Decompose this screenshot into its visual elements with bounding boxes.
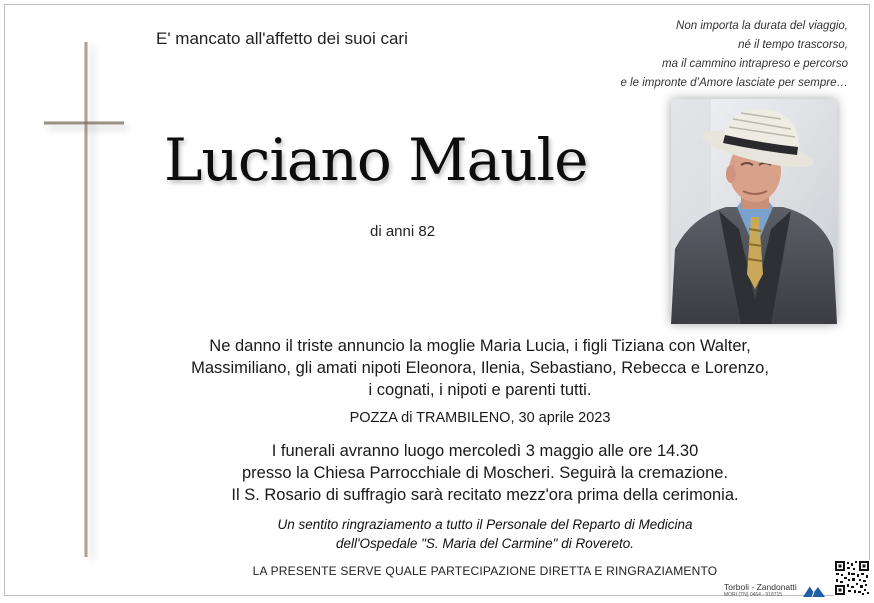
poem-line: ma il cammino intrapreso e percorso <box>662 58 848 70</box>
deceased-name: Luciano Maule <box>164 126 588 194</box>
place-date: POZZA di TRAMBILENO, 30 aprile 2023 <box>349 410 611 426</box>
agency-name: Torboli - Zandonatti <box>724 582 797 592</box>
funeral-info <box>150 440 820 506</box>
announcement-text <box>150 335 810 401</box>
footer-notice: LA PRESENTE SERVE QUALE PARTECIPAZIONE DIRETTA E RINGRAZIAMENTO <box>252 564 718 578</box>
agency-subline: MORI (TN) 0464 - 918715 <box>724 592 783 598</box>
announcement-line: Ne danno il triste annuncio la moglie Maria Lucia, i figli Tiziana con Walter, <box>209 337 751 355</box>
age-text: di anni 82 <box>370 223 436 240</box>
cross-vertical-beam <box>84 42 88 557</box>
portrait-photo <box>671 99 837 324</box>
intro-text: E' mancato all'affetto dei suoi cari <box>156 29 408 48</box>
funeral-agency-logo-icon <box>802 584 826 603</box>
funeral-line: presso la Chiesa Parrocchiale di Moscheri. Seguirà la cremazione. <box>241 464 729 482</box>
funeral-line: Il S. Rosario di suffragio sarà recitato mezz'ora prima della cerimonia. <box>231 486 739 504</box>
announcement-line: i cognati, i nipoti e parenti tutti. <box>368 381 592 399</box>
thanks-line: Un sentito ringraziamento a tutto il Personale del Reparto di Medicina <box>277 517 693 532</box>
agency-brand <box>724 582 799 598</box>
announcement-line: Massimiliano, gli amati nipoti Eleonora, Ilenia, Sebastiano, Rebecca e Lorenzo, <box>191 359 769 377</box>
poem-line: e le impronte d’Amore lasciate per sempre… <box>620 77 848 89</box>
funeral-line: I funerali avranno luogo mercoledì 3 maggio alle ore 14.30 <box>271 442 699 460</box>
poem-line: Non importa la durata del viaggio, <box>676 20 848 32</box>
poem-quote <box>548 17 848 93</box>
thanks-line: dell'Ospedale "S. Maria del Carmine" di Rovereto. <box>335 536 635 551</box>
qr-code-icon[interactable] <box>834 560 870 601</box>
cross-horizontal-beam <box>44 121 124 125</box>
thanks-text <box>150 515 820 553</box>
poem-line: né il tempo trascorso, <box>738 39 848 51</box>
